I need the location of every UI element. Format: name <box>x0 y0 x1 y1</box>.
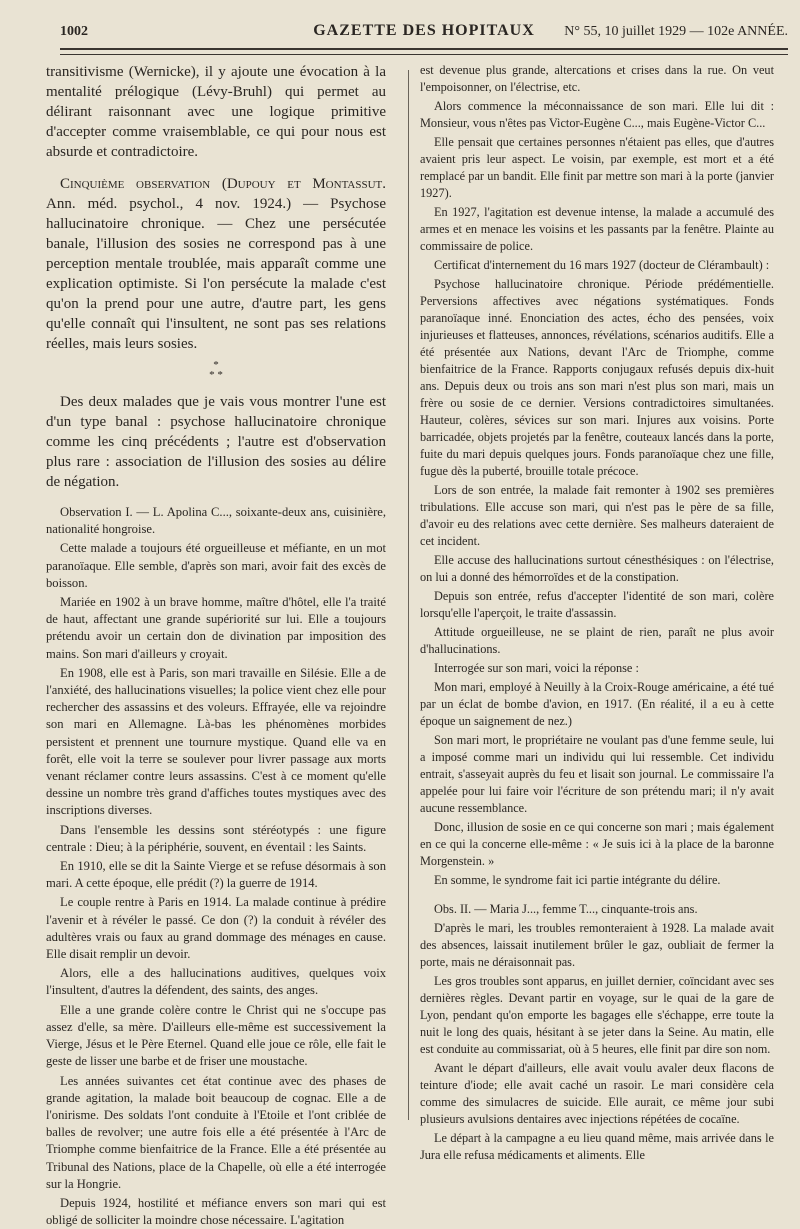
paragraph: Mon mari, employé à Neuilly à la Croix-Rouge américaine, a été tué par un éclat de bombe d'avion, en 1917. (En réalité, il a eu à cette époque un saignement de nez.) <box>420 680 774 728</box>
certificate-text: Psychose hallucinatoire chronique. Période prédémentielle. Perversions affectives avec négations systématiques. Fonds paranoïaque inné. Enonciation des actes, écho des pensées, voix injurieuses et flatteuses, annonces, révélations, scénarios auditifs. Elle a été présentée aux Nations, devant l'Arc de Triomphe, comme bienfaitrice de la France. Rapports conjugaux refusés depuis dix-huit ans. Depuis deux ou trois ans son mari n'est plus son mari, mais un frère ou sosie de ce dernier. Versions contradictoires simultanées. Hauteur, colères, sévices sur son mari. Injures aux voisins. Porte barricadée, objets projetés par la fenêtre, couteaux lancés dans la porte, fuite du mari depuis quelques jours. Fonds paranoïaque chez une fille, fugue dès la puberté, brouille totale précoce. <box>420 277 774 478</box>
observation-text: Ann. méd. psychol., 4 nov. 1924.) — Psychose hallucinatoire chronique. — Chez une persécutée banale, l'illusion des sosies ne correspond pas à une perception mentale troublée, mais apparaît comme une explication optimiste. Si l'on persécute la malade c'est qu'on la prend pour une autre, d'autre part, les gens qu'elle connaît qui l'insultent, ne sont pas ses relations réelles, mais leurs sosies. <box>46 196 386 352</box>
paragraph: transitivisme (Wernicke), il y ajoute une évocation à la mentalité prélogique (Lévy-Bruhl) qui permet au délirant raisonnant avec une logique primitive d'accepter comme vraisemblable, ce qui pour nous est absurde et contradictoire. <box>46 64 386 160</box>
header-rule <box>60 48 788 55</box>
page-number: 1002 <box>60 24 88 39</box>
paragraph: Alors commence la méconnaissance de son mari. Elle lui dit : Monsieur, vous n'êtes pas Victor-Eugène C..., mais Eugène-Victor C... <box>420 99 774 130</box>
right-column <box>420 62 774 1162</box>
paragraph: Avant le départ d'ailleurs, elle avait voulu avaler deux flacons de teinture d'iode; elle avait caché un rasoir. Le mari considère cela comme des simulacres de suicide. Elle aurait, ce même jour subi plusieurs avulsions dentaires avec injections répétées de cocaïne. <box>420 1061 774 1126</box>
paragraph: En somme, le syndrome fait ici partie intégrante du délire. <box>434 873 721 887</box>
paragraph: En 1908, elle est à Paris, son mari travaille en Silésie. Elle a de l'anxiété, des hallucinations visuelles; la police vient chez elle pour rechercher des assassins et des voleurs. Effrayée, elle va rejoindre son mari en Allemagne. Là-bas les phénomènes morbides persistent et prennent une tournure mystique. Quand elle va en forêt, elle voit la terre se soulever pour livrer passage aux morts venant réclamer contre leurs assassins. C'est à ce moment qu'elle dessine un nombre très grand d'affiches toutes mystiques avec des inscriptions diverses. <box>46 665 386 818</box>
left-column <box>46 62 386 1228</box>
paragraph: Cette malade a toujours été orgueilleuse et méfiante, en un mot paranoïaque. Elle semble, d'après son mari, avoir fait des excès de boisson. <box>46 541 386 590</box>
paragraph: Attitude orgueilleuse, ne se plaint de rien, paraît ne plus avoir d'hallucinations. <box>420 625 774 656</box>
paragraph: Interrogée sur son mari, voici la réponse : <box>434 661 639 675</box>
paragraph: Depuis son entrée, refus d'accepter l'identité de son mari, colère lorsqu'elle l'aperçoit, le traite d'assassin. <box>420 589 774 620</box>
paragraph: Donc, illusion de sosie en ce qui concerne son mari ; mais également en ce qui la concerne elle-même : « Je suis ici à la place de la baronne Morgenstein. » <box>420 820 774 868</box>
observation-heading <box>46 174 386 354</box>
paragraph: Elle pensait que certaines personnes n'étaient pas elles, que d'autres avaient pris leur aspect. Le voisin, par exemple, est mort et a été remplacé par un bandit. Elle finit par mettre son mari à la porte (janvier 1927). <box>420 135 774 200</box>
paragraph: Certificat d'internement du 16 mars 1927 (docteur de Clérambault) : <box>434 258 770 272</box>
paragraph: Le départ à la campagne a eu lieu quand même, mais arrivée dans le Jura elle refusa médicaments et aliments. Elle <box>420 1131 774 1162</box>
paragraph: Des deux malades que je vais vous montrer l'une est d'un type banal : psychose hallucinatoire chronique comme les cinq précédents ; l'autre est d'observation plus rare : association de l'illusion des sosies au délire de négation. <box>46 394 386 490</box>
paragraph: Elle accuse des hallucinations surtout cénesthésiques : on l'électrise, on lui a donné des hémorroïdes et de la constipation. <box>420 553 774 584</box>
observation-title: Cinquième observation (Dupouy et Montassut. <box>60 176 386 192</box>
paragraph: En 1927, l'agitation est devenue intense, la malade a accumulé des armes et en menace les voisins et les passants par la fenêtre. Plainte au commissaire de police. <box>420 205 774 253</box>
paragraph: Alors, elle a des hallucinations auditives, quelques voix l'insultent, d'autres la défendent, des saints, des anges. <box>46 966 386 998</box>
paragraph: Depuis 1924, hostilité et méfiance envers son mari qui est obligé de solliciter la moindre chose nécessaire. L'agitation <box>46 1195 386 1228</box>
paragraph: est devenue plus grande, altercations et crises dans la rue. On veut l'empoisonner, on l'électrise, etc. <box>420 63 774 94</box>
issue-info: N° 55, 10 juillet 1929 — 102e ANNÉE. <box>564 24 788 39</box>
column-divider <box>408 70 409 1120</box>
paragraph: Les gros troubles sont apparus, en juillet dernier, coïncidant avec ses dernières règles. Devant partir en voyage, sur le quai de la gare de Lyon, pendant qu'on emporte les bagages elle s'échappe, erre toute la nuit le long des quais, hésitant à se jeter dans la Seine. Au matin, elle est conduite au commissariat, où à 5 heures, elle finit par dire son nom. <box>420 974 774 1056</box>
paragraph: Elle a une grande colère contre le Christ qui ne s'occupe pas assez d'elle, sa mère. D'ailleurs elle-même est successivement la Vierge, Jésus et le Père Eternel. Quand elle joue ce rôle, elle fait le geste de lisser une barbe et de friser une moustache. <box>46 1002 386 1069</box>
observation-heading: Observation I. — L. Apolina C..., soixante-deux ans, cuisinière, nationalité hongroise. <box>46 505 386 537</box>
paragraph: Le couple rentre à Paris en 1914. La malade continue à prédire l'avenir et à révéler le passé. Ce don (?) la conduit à révéler des adultères vrais ou faux au grand dommage des ménages en cause. Elle disait remplir un devoir. <box>46 895 386 962</box>
paragraph: Son mari mort, le propriétaire ne voulant pas d'une femme seule, lui a imposé comme mari un individu qui lui ressemble. Cet individu entrait, s'asseyait auprès du feu et lisait son journal. Le commissaire l'a appelée pour lui faire voir l'écriture de son prétendu mari; il n'y avait aucune ressemblance. <box>420 733 774 815</box>
observation-heading: Obs. II. — Maria J..., femme T..., cinquante-trois ans. <box>434 902 698 916</box>
paragraph: Dans l'ensemble les dessins sont stéréotypés : une figure centrale : Dieu; à la périphérie, souvent, en éventail : les Saints. <box>46 822 386 854</box>
paragraph: D'après le mari, les troubles remonteraient à 1928. La malade avait des absences, laissait inutilement brûler le gaz, oubliait de fermer la porte, mais ne déraisonnait pas. <box>420 921 774 969</box>
paragraph: En 1910, elle se dit la Sainte Vierge et se refuse désormais à son mari. A cette époque, elle prédit (?) la guerre de 1914. <box>46 859 386 891</box>
journal-title: GAZETTE DES HOPITAUX <box>313 22 535 39</box>
paragraph: Lors de son entrée, la malade fait remonter à 1902 ses premières tribulations. Elle accuse son mari, qui n'est pas le père de sa fille, d'avoir eu des relations avec cette dernière. Ses malheurs dateraient de cet incident. <box>420 483 774 548</box>
running-header <box>60 22 788 44</box>
paragraph: Mariée en 1902 à un brave homme, maître d'hôtel, elle l'a traité de haut, affectant une grande supériorité sur lui. Elle a toujours prétendu avoir un certain don de divination par imposition des mains. Son mari d'ailleurs y croyait. <box>46 595 386 661</box>
section-asterism: * * * <box>209 359 223 381</box>
paragraph: Les années suivantes cet état continue avec des phases de grande agitation, la malade boit beaucoup de cognac. Elle a de l'onirisme. Des soldats l'ont conduite à l'Etoile et l'ont criblée de balles de revolver; une autre fois elle a été présentée à l'Arc de Triomphe comme bienfaitrice de la France. Elle a été présentée au Tribunal des Nations, place de la Chapelle, où elle a été interrogée sur la Hongrie. <box>46 1073 386 1191</box>
